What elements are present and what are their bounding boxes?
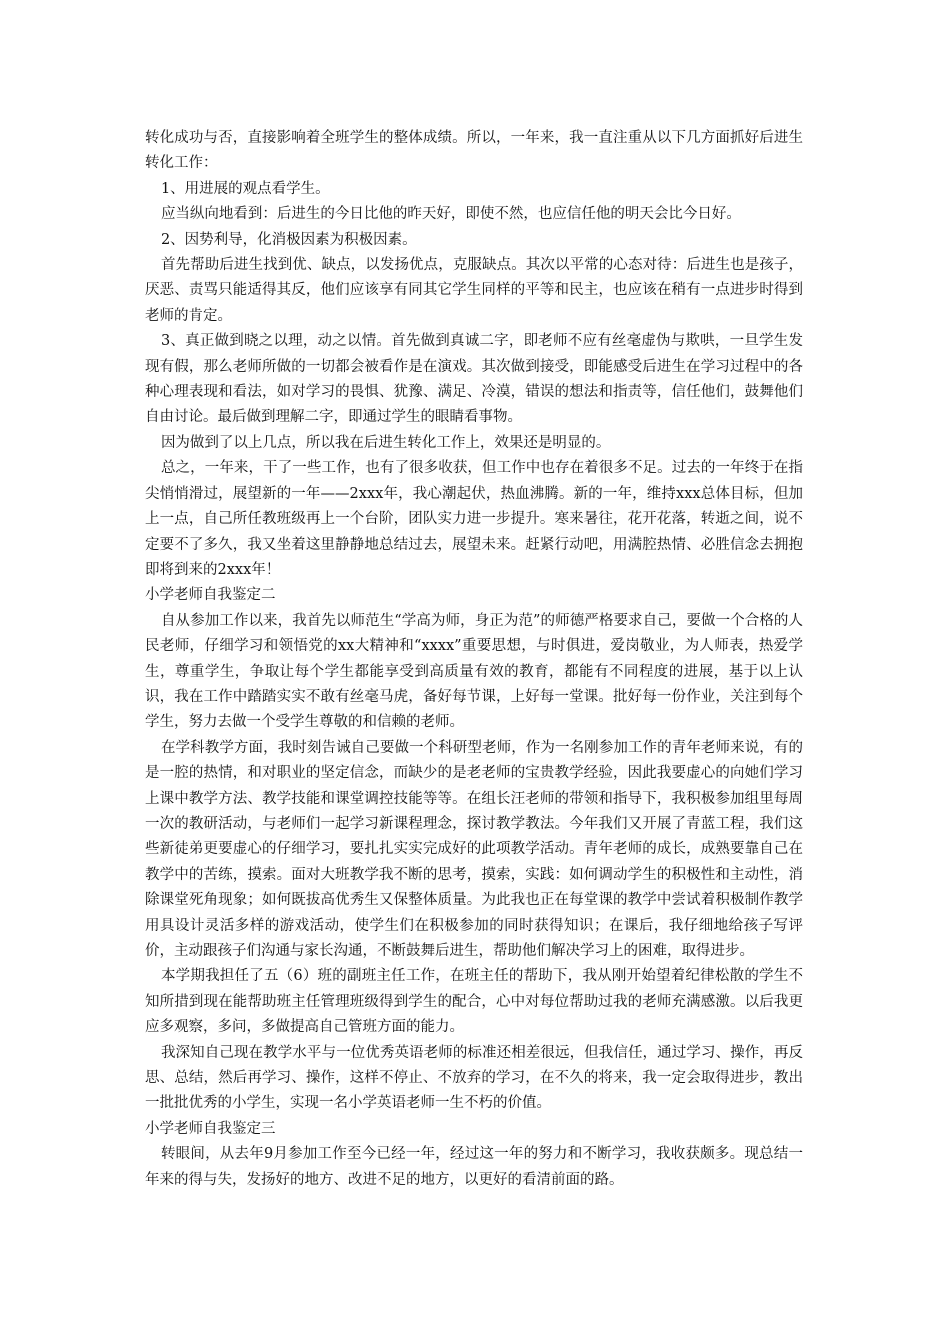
paragraph: 3、真正做到晓之以理，动之以情。首先做到真诚二字，即老师不应有丝毫虚伪与欺哄，一旦学生发现有假，那么老师所做的一切都会被看作是在演戏。其次做到接受，即能感受后进生在学习过程中的各种心理表现和看法，如对学习的畏惧、犹豫、满足、冷漠，错误的想法和指责等，信任他们，鼓舞他们自由讨论。最后做到理解二字，即通过学生的眼睛看事物。 xyxy=(145,333,803,426)
paragraph: 1、用进展的观点看学生。 xyxy=(160,180,330,197)
paragraph: 在学科教学方面，我时刻告诫自己要做一个科研型老师，作为一名刚参加工作的青年老师来说，有的是一腔的热情，和对职业的坚定信念，而缺少的是老老师的宝贵教学经验，因此我要虚心的向她们学习上课中教学方法、教学技能和课堂调控技能等等。在组长汪老师的带领和指导下，我积极参加组里每周一次的教研活动，与老师们一起学习新课程理念，探讨教学教法。今年我们又开展了青蓝工程，我们这些新徒弟更要虚心的仔细学习，要扎扎实实完成好的此项教学活动。青年老师的成长，成熟要靠自己在教学中的苦练，摸索。面对大班教学我不断的思考，摸索，实践：如何调动学生的积极性和主动性，消除课堂死角现象；如何既拔高优秀生又保整体质量。为此我也正在每堂课的教学中尝试着积极制作教学用具设计灵活多样的游戏活动，使学生们在积极参加的同时获得知识；在课后，我仔细地给孩子写评价，主动跟孩子们沟通与家长沟通，不断鼓舞后进生，帮助他们解决学习上的困难，取得进步。 xyxy=(145,739,803,959)
paragraph: 应当纵向地看到：后进生的今日比他的昨天好，即使不然，也应信任他的明天会比今日好。 xyxy=(160,206,741,223)
paragraph: 总之，一年来，干了一些工作，也有了很多收获，但工作中也存在着很多不足。过去的一年终于在指尖悄悄滑过，展望新的一年——2xxx年，我心潮起伏，热血沸腾。新的一年，维持xxx总体目标，但加上一点，自己所任教班级再上一个台阶，团队实力进一步提升。寒来暑往，花开花落，转逝之间，说不定要不了多久，我又坐着这里静静地总结过去，展望未来。赶紧行动吧，用满腔热情、必胜信念去拥抱即将到来的2xxx年！ xyxy=(145,460,803,578)
paragraph: 自从参加工作以来，我首先以师范生“学高为师，身正为范”的师德严格要求自己，要做一个合格的人民老师，仔细学习和领悟党的xx大精神和“xxxx”重要思想，与时俱进，爱岗敬业，为人师表，热爱学生，尊重学生，争取让每个学生都能享受到高质量有效的教育，都能有不同程度的进展，基于以上认识，我在工作中踏踏实实不敢有丝毫马虎，备好每节课，上好每一堂课。批好每一份作业，关注到每个学生，努力去做一个受学生尊敬的和信赖的老师。 xyxy=(145,612,803,731)
section-heading: 小学老师自我鉴定三 xyxy=(145,1120,276,1137)
paragraph: 2、因势利导，化消极因素为积极因素。 xyxy=(160,231,417,248)
paragraph: 首先帮助后进生找到优、缺点，以发扬优点，克服缺点。其次以平常的心态对待：后进生也是孩子，厌恶、责骂只能适得其反，他们应该享有同其它学生同样的平等和民主，也应该在稍有一点进步时得到老师的肯定。 xyxy=(145,257,803,324)
paragraph: 我深知自己现在教学水平与一位优秀英语老师的标准还相差很远，但我信任，通过学习、操作，再反思、总结，然后再学习、操作，这样不停止、不放弃的学习，在不久的将来，我一定会取得进步，教出一批批优秀的小学生，实现一名小学英语老师一生不朽的价值。 xyxy=(145,1044,803,1112)
paragraph: 转化成功与否，直接影响着全班学生的整体成绩。所以，一年来，我一直注重从以下几方面抓好后进生转化工作： xyxy=(145,130,803,172)
paragraph: 本学期我担任了五（6）班的副班主任工作，在班主任的帮助下，我从刚开始望着纪律松散的学生不知所措到现在能帮助班主任管理班级得到学生的配合，心中对每位帮助过我的老师充满感激。以后我更应多观察，多问，多做提高自己管班方面的能力。 xyxy=(145,968,803,1036)
paragraph: 因为做到了以上几点，所以我在后进生转化工作上，效果还是明显的。 xyxy=(160,434,611,451)
document-body xyxy=(145,126,803,1193)
paragraph: 转眼间，从去年9月参加工作至今已经一年，经过这一年的努力和不断学习，我收获颇多。现总结一年来的得与失，发扬好的地方、改进不足的地方，以更好的看清前面的路。 xyxy=(145,1146,803,1188)
section-heading: 小学老师自我鉴定二 xyxy=(145,587,276,604)
